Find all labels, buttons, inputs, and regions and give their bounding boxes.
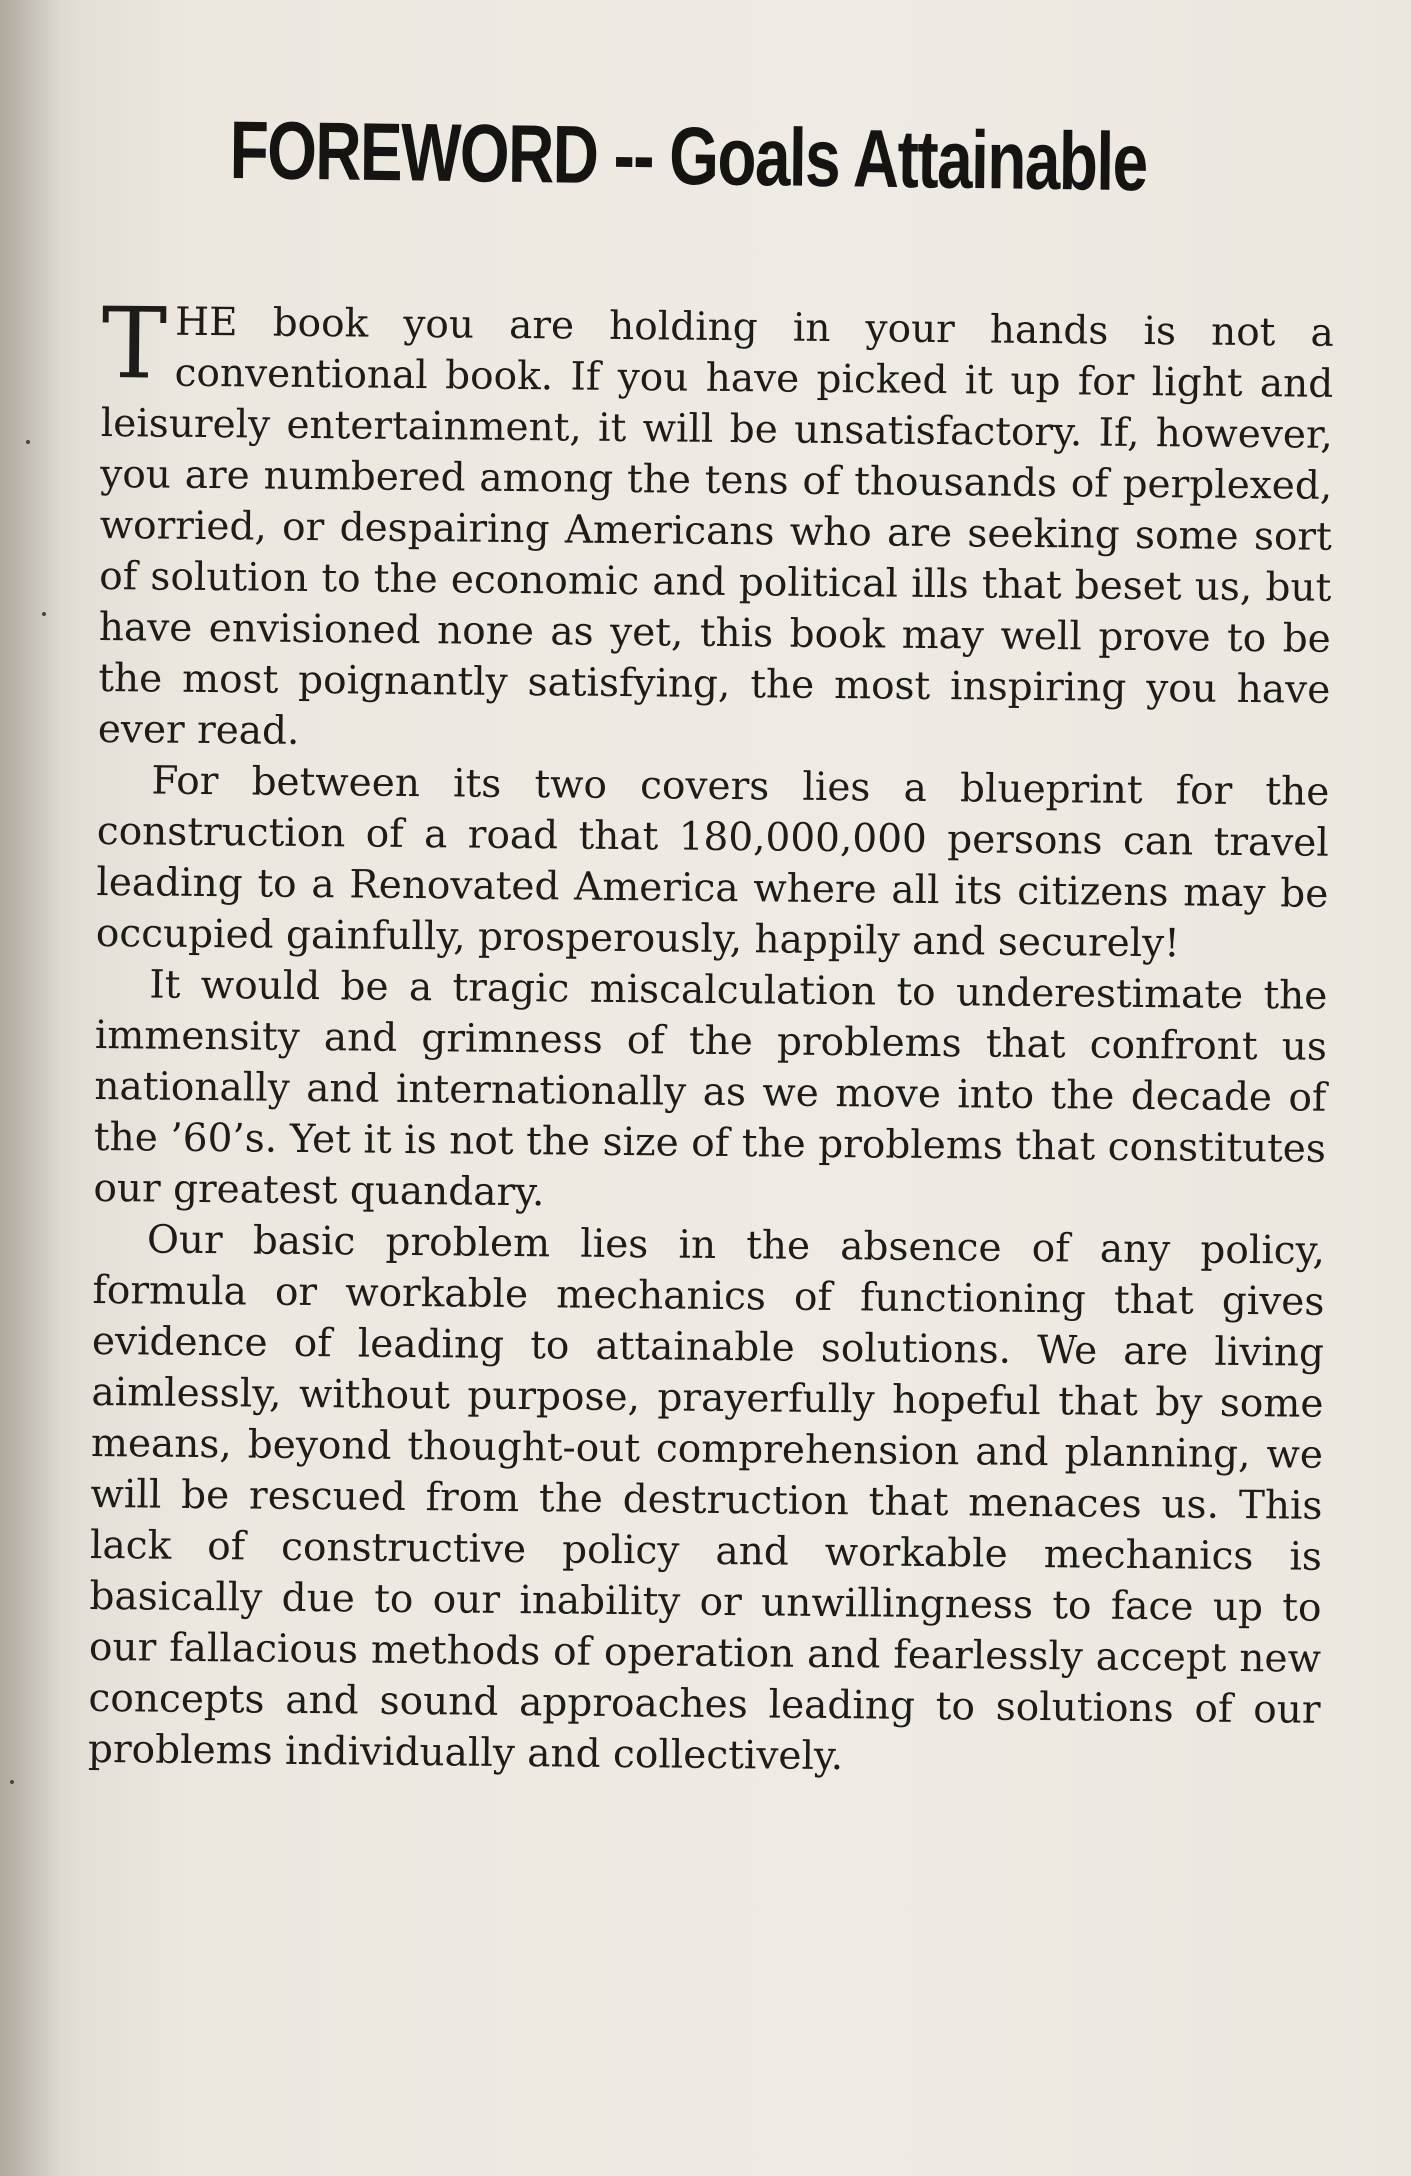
drop-cap: T [100,287,168,402]
paragraph-1 [97,287,1334,767]
page-title: FOREWORD -- Goals Attainable [229,105,1147,209]
paragraph-4: Our basic problem lies in the absence of any policy, formula or workable mechanics of functioning that gives evidence of leading to attainable solutions. We are living aimlessly, without purpose, prayerfully hopeful that by some means, beyond thought-out comprehension and planning, we will be rescued from the destruction that menaces us. This lack of constructive policy and workable mechanics is basically due to our inability or unwillingness to face up to our fallacious methods of operation and fearlessly accept new concepts and sound approaches leading to solutions of our problems individually and collectively. [87,1217,1326,1780]
paper-speck [26,440,30,444]
page-gutter-shadow [0,0,60,2176]
paragraph-3: It would be a tragic miscalculation to underestimate the immensity and grimness of the problems that confront us nationally and internationally as we move into the decade of the ’60’s. Yet it is not the size of the problems that constitutes our greatest quandary. [93,962,1328,1216]
paper-speck [42,612,46,616]
paper-speck [10,1780,14,1784]
foreword-body [87,287,1334,1787]
paragraph-2: For between its two covers lies a blueprint for the construction of a road that 180,000,000 persons can travel leading to a Renovated America where all its citizens may be occupied gainfully, prosperously, happily and securely! [95,758,1330,967]
paragraph-1-text: HE book you are holding in your hands is not a conventional book. If you have picked it up for light and leisurely entertainment, it will be unsatisfactory. If, however, you are numbered among the tens of thousands of perplexed, worried, or despairing Americans who are seeking some sort of solution to the economic and political ills that beset us, but have envisioned none as yet, this book may well prove to be the most poignantly satisfying, the most inspiring you have ever read. [97,299,1334,754]
